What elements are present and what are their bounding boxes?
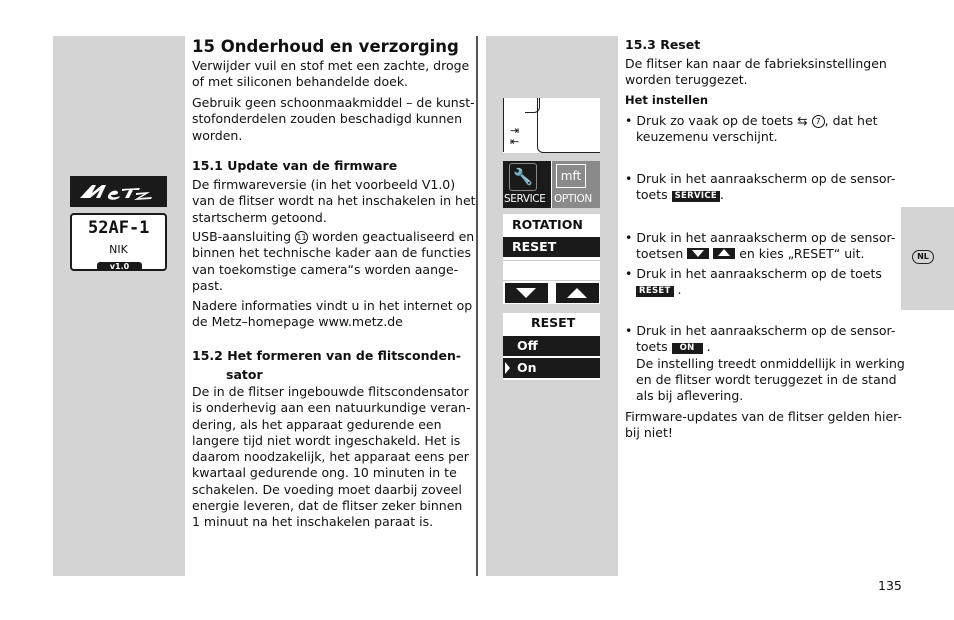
column-divider — [476, 36, 478, 576]
section-15-2-title: 15.2 Het formeren van de flitsconden- sator — [192, 348, 462, 382]
het-instellen-heading: Het instellen — [625, 93, 709, 107]
option-on-label: On — [517, 360, 537, 375]
service-button[interactable] — [503, 161, 551, 208]
service-option-screen — [503, 161, 600, 208]
chevron-down-icon — [516, 288, 536, 298]
s151-paragraph-2: USB-aansluiting 11 worden geactualiseerd en binnen het technische kader aan de functies van toekomstige camera“s worden aange- past. — [192, 229, 475, 293]
up-arrow-button[interactable] — [556, 283, 599, 303]
metz-logo-mark — [70, 176, 167, 207]
wrench-icon: 🔧 — [509, 163, 537, 191]
button-number-badge: 7 — [812, 115, 825, 128]
mft-icon: mft — [556, 164, 586, 188]
down-key-icon — [687, 248, 709, 259]
option-off[interactable]: Off — [503, 336, 600, 356]
service-label: SERVICE — [504, 193, 546, 205]
section-15-title: 15 Onderhoud en verzorging — [192, 37, 459, 56]
selection-arrow-icon — [505, 362, 510, 374]
option-button[interactable] — [552, 161, 600, 208]
device-display — [70, 213, 167, 271]
intro-paragraph-2: Gebruik geen schoonmaakmiddel – de kunst- stofonderdelen zouden beschadigd kunnen worden. — [192, 95, 475, 143]
menu-item-rotation[interactable]: ROTATION — [503, 215, 600, 235]
reset-header: RESET — [503, 313, 600, 333]
section-15-3-title: 15.3 Reset — [625, 37, 701, 52]
s153-intro: De flitser kan naar de fabrieksinstellingen worden teruggezet. — [625, 56, 887, 88]
step-1: • Druk zo vaak op de toets ⇆ 7 , dat het keuzemenu verschijnt. — [625, 113, 878, 145]
screen-inner-frame — [537, 98, 600, 153]
down-arrow-button[interactable] — [505, 283, 548, 303]
zoom-arrows-icon: ⇥ ⇤ — [510, 124, 520, 148]
device-variant: NIK — [109, 243, 128, 256]
language-tab — [901, 207, 954, 310]
metz-logo — [70, 176, 167, 207]
option-on[interactable] — [503, 358, 600, 378]
version-badge: v1.0 — [97, 262, 142, 271]
language-badge: NL — [912, 250, 934, 264]
toggle-arrows-icon: ⇆ — [797, 113, 808, 128]
step-4: • Druk in het aanraakscherm op de toets RESET . — [625, 266, 882, 298]
menu-empty-row — [503, 260, 600, 281]
left-edge-line — [503, 98, 504, 152]
intro-paragraph-1: Verwijder vuil en stof met een zachte, droge of met siliconen behandelde doek. — [192, 58, 470, 90]
s151-paragraph-1: De firmwareversie (in het voorbeeld V1.0) van de flitser wordt na het inschakelen in het startscherm getoond. — [192, 177, 476, 225]
s152-paragraph: De in de flitser ingebouwde flitscondensator is onderhevig aan een natuurkundige veran- dering, als het apparaat gedurende een langere tijd niet wordt ingeschakeld. Het is daarom noodzakelijk, het apparaat eens per kwartaal gedurende ong. 10 minuten in te schakelen. De voeding moet daarbij zoveel energie leveren, dat de flitser zeker binnen 1 minuut na het inschakelen paraat is. — [192, 384, 471, 530]
step-2: • Druk in het aanraakscherm op de sensor- toets SERVICE . — [625, 171, 896, 203]
up-key-icon — [713, 248, 735, 259]
usb-port-number-badge: 11 — [296, 233, 307, 242]
device-model: 52AF-1 — [88, 218, 150, 238]
option-label: OPTION — [554, 193, 592, 205]
section-15-1-title: 15.1 Update van de firmware — [192, 158, 398, 173]
on-key-tag: ON — [672, 343, 703, 354]
flash-main-screen — [503, 98, 600, 153]
screen-inner-frame-top — [525, 98, 540, 113]
menu-item-reset[interactable]: RESET — [503, 237, 600, 257]
step-5: • Druk in het aanraakscherm op de sensor- toets ON . De instelling treedt onmiddellijk in werking en de flitser wordt teruggezet in de stand als bij aflevering. — [625, 323, 905, 404]
service-key-tag: SERVICE — [672, 191, 720, 202]
s151-paragraph-3: Nadere informaties vindt u in het internet op de Metz–homepage www.metz.de — [192, 298, 473, 330]
chevron-up-icon — [567, 288, 587, 298]
firmware-note: Firmware-updates van de flitser gelden hier- bij niet! — [625, 409, 902, 441]
reset-key-tag: RESET — [636, 286, 674, 297]
left-margin-panel — [53, 36, 185, 576]
step-3: • Druk in het aanraakscherm op de sensor- toetsen en kies „RESET“ uit. — [625, 230, 896, 262]
page-number: 135 — [878, 578, 902, 593]
